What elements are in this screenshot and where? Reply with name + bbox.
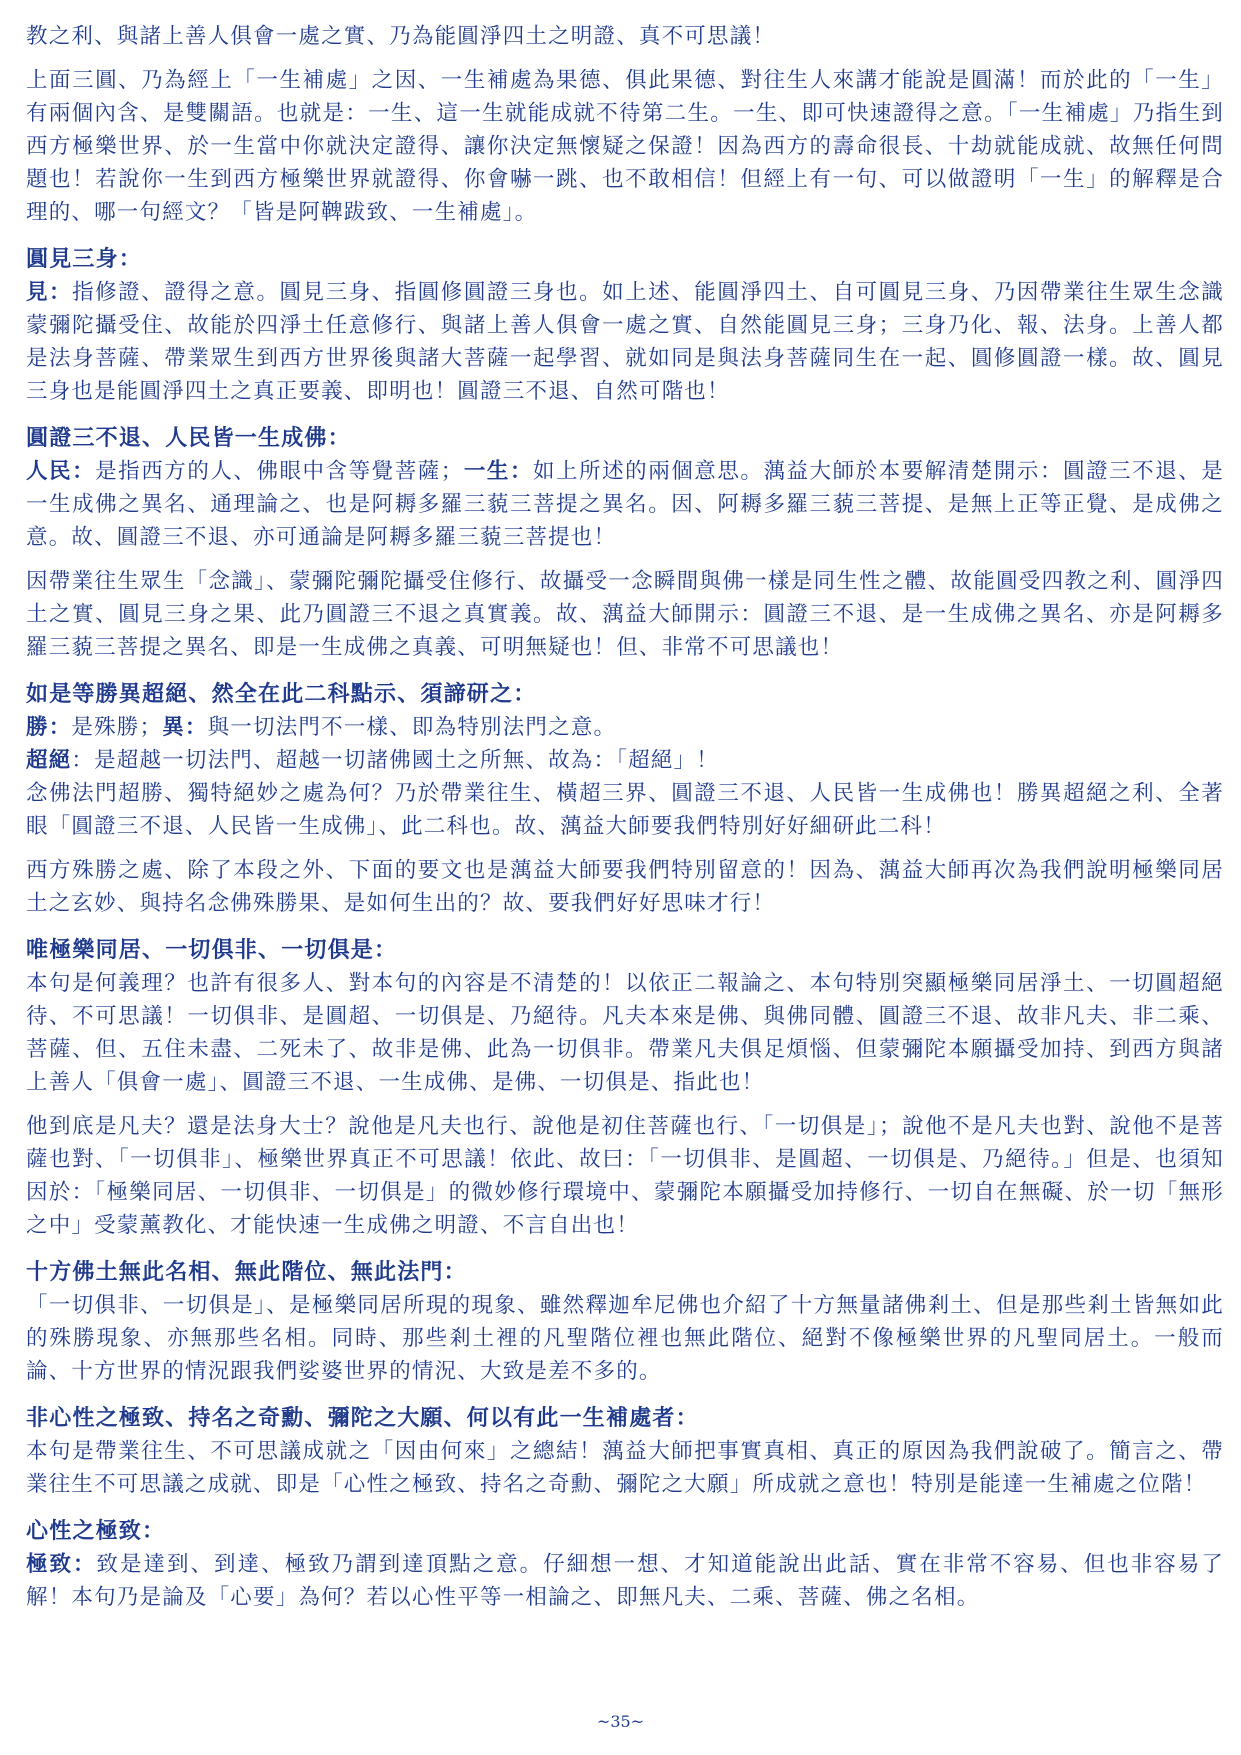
paragraph: 「一切俱非、一切俱是」、是極樂同居所現的現象、雖然釋迦牟尼佛也介紹了十方無量諸佛剎土、但是那些剎土皆無如此的殊勝現象、亦無那些名相。同時、那些剎土裡的凡聖階位裡也無此階位、絕對不像極樂世界的凡聖同居土。一般而論、十方世界的情況跟我們娑婆世界的情況、大致是差不多的。 (26, 1293, 1224, 1384)
section-heading: 如是等勝異超絕、然全在此二科點示、須諦研之： (26, 681, 537, 707)
paragraph-text: 是殊勝； (71, 715, 163, 740)
term-label: 見： (26, 280, 73, 305)
paragraph: 教之利、與諸上善人俱會一處之實、乃為能圓淨四土之明證、真不可思議！ (26, 24, 776, 49)
term-label: 極致： (26, 1552, 97, 1577)
section-heading: 十方佛土無此名相、無此階位、無此法門： (26, 1259, 467, 1285)
term-label: 人民： (26, 459, 96, 484)
paragraph (26, 276, 1224, 408)
paragraph-text: 指修證、證得之意。圓見三身、指圓修圓證三身也。如上述、能圓淨四土、自可圓見三身、乃因帶業往生眾生念識蒙彌陀攝受住、故能於四淨土任意修行、與諸上善人俱會一處之實、自然能圓見三身；三身乃化、報、法身。上善人都是法身菩薩、帶業眾生到西方世界後與諸大菩薩一起學習、就如同是與法身菩薩同生在一起、圓修圓證一樣。故、圓見三身也是能圓淨四土之真正要義、即明也！圓證三不退、自然可階也！ (26, 280, 1224, 404)
section-heading: 圓見三身： (26, 246, 143, 272)
paragraph-text: 如上所述的兩個意思。蕅益大師於本要解清楚開示：圓證三不退、是一生成佛之異名、通理論之、也是阿耨多羅三藐三菩提之異名。因、阿耨多羅三藐三菩提、是無上正等正覺、是成佛之意。故、圓證三不退、亦可通論是阿耨多羅三藐三菩提也！ (26, 459, 1224, 550)
paragraph-text: 致是達到、到達、極致乃謂到達頂點之意。仔細想一想、才知道能說出此話、實在非常不容易、但也非容易了解！本句乃是論及「心要」為何？若以心性平等一相論之、即無凡夫、二乘、菩薩、佛之名相。 (26, 1552, 1225, 1610)
paragraph (26, 1548, 1224, 1614)
section-heading: 圓證三不退、人民皆一生成佛： (26, 425, 351, 451)
paragraph: 他到底是凡夫？還是法身大士？說他是凡夫也行、說他是初住菩薩也行、「一切俱是」；說他不是凡夫也對、說他不是菩薩也對、「一切俱非」、極樂世界真正不可思議！依此、故曰：「一切俱非、是圓超、一切俱是、乃絕待。」但是、也須知因於：「極樂同居、一切俱非、一切俱是」的微妙修行環境中、蒙彌陀本願攝受加持修行、一切自在無礙、於一切「無形之中」受蒙薰教化、才能快速一生成佛之明證、不言自出也！ (26, 1114, 1224, 1238)
term-label: 超絕 (26, 748, 72, 773)
term-label: 勝： (26, 715, 72, 740)
term-label: 異： (162, 715, 208, 740)
paragraph: 西方殊勝之處、除了本段之外、下面的要文也是蕅益大師要我們特別留意的！因為、蕅益大師再次為我們說明極樂同居土之玄妙、與持名念佛殊勝果、是如何生出的？故、要我們好好思味才行！ (26, 858, 1224, 916)
page-number: ~35~ (596, 1712, 645, 1731)
paragraph-text: ：是超越一切法門、超越一切諸佛國土之所無、故為：「超絕」！ (71, 748, 719, 773)
document-page (26, 20, 1224, 1614)
section-heading: 心性之極致： (26, 1518, 166, 1544)
paragraph: 因帶業往生眾生「念識」、蒙彌陀彌陀攝受住修行、故攝受一念瞬間與佛一樣是同生性之體、故能圓受四教之利、圓淨四土之實、圓見三身之果、此乃圓證三不退之真實義。故、蕅益大師開示：圓證三不退、是一生成佛之異名、亦是阿耨多羅三藐三菩提之異名、即是一生成佛之真義、可明無疑也！但、非常不可思議也！ (26, 569, 1224, 660)
paragraph-text: 與一切法門不一樣、即為特別法門之意。 (207, 715, 617, 740)
paragraph-text: 是指西方的人、佛眼中含等覺菩薩； (95, 459, 464, 484)
paragraph (26, 744, 1224, 777)
paragraph: 本句是何義理？也許有很多人、對本句的內容是不清楚的！以依正二報論之、本句特別突顯極樂同居淨土、一切圓超絕待、不可思議！一切俱非、是圓超、一切俱是、乃絕待。凡夫本來是佛、與佛同體、圓證三不退、故非凡夫、非二乘、菩薩、但、五住未盡、二死未了、故非是佛、此為一切俱非。帶業凡夫俱足煩惱、但蒙彌陀本願攝受加持、到西方與諸上善人「俱會一處」、圓證三不退、一生成佛、是佛、一切俱是、指此也！ (26, 971, 1224, 1095)
paragraph (26, 455, 1224, 554)
paragraph: 上面三圓、乃為經上「一生補處」之因、一生補處為果德、俱此果德、對往生人來講才能說是圓滿！而於此的「一生」有兩個內含、是雙關語。也就是：一生、這一生就能成就不待第二生。一生、即可快速證得之意。「一生補處」乃指生到西方極樂世界、於一生當中你就決定證得、讓你決定無懷疑之保證！因為西方的壽命很長、十劫就能成就、故無任何問題也！若說你一生到西方極樂世界就證得、你會嚇一跳、也不敢相信！但經上有一句、可以做證明「一生」的解釋是合理的、哪一句經文？「皆是阿鞞跋致、一生補處」。 (26, 68, 1224, 225)
section-heading: 非心性之極致、持名之奇勳、彌陀之大願、何以有此一生補處者： (26, 1405, 699, 1431)
term-label: 一生： (463, 459, 533, 484)
paragraph (26, 711, 1224, 744)
section-heading: 唯極樂同居、一切俱非、一切俱是： (26, 937, 398, 963)
paragraph: 本句是帶業往生、不可思議成就之「因由何來」之總結！蕅益大師把事實真相、真正的原因為我們說破了。簡言之、帶業往生不可思議之成就、即是「心性之極致、持名之奇勳、彌陀之大願」所成就之意也！特別是能達一生補處之位階！ (26, 1439, 1224, 1497)
paragraph: 念佛法門超勝、獨特絕妙之處為何？乃於帶業往生、橫超三界、圓證三不退、人民皆一生成佛也！勝異超絕之利、全著眼「圓證三不退、人民皆一生成佛」、此二科也。故、蕅益大師要我們特別好好細研此二科！ (26, 781, 1224, 839)
